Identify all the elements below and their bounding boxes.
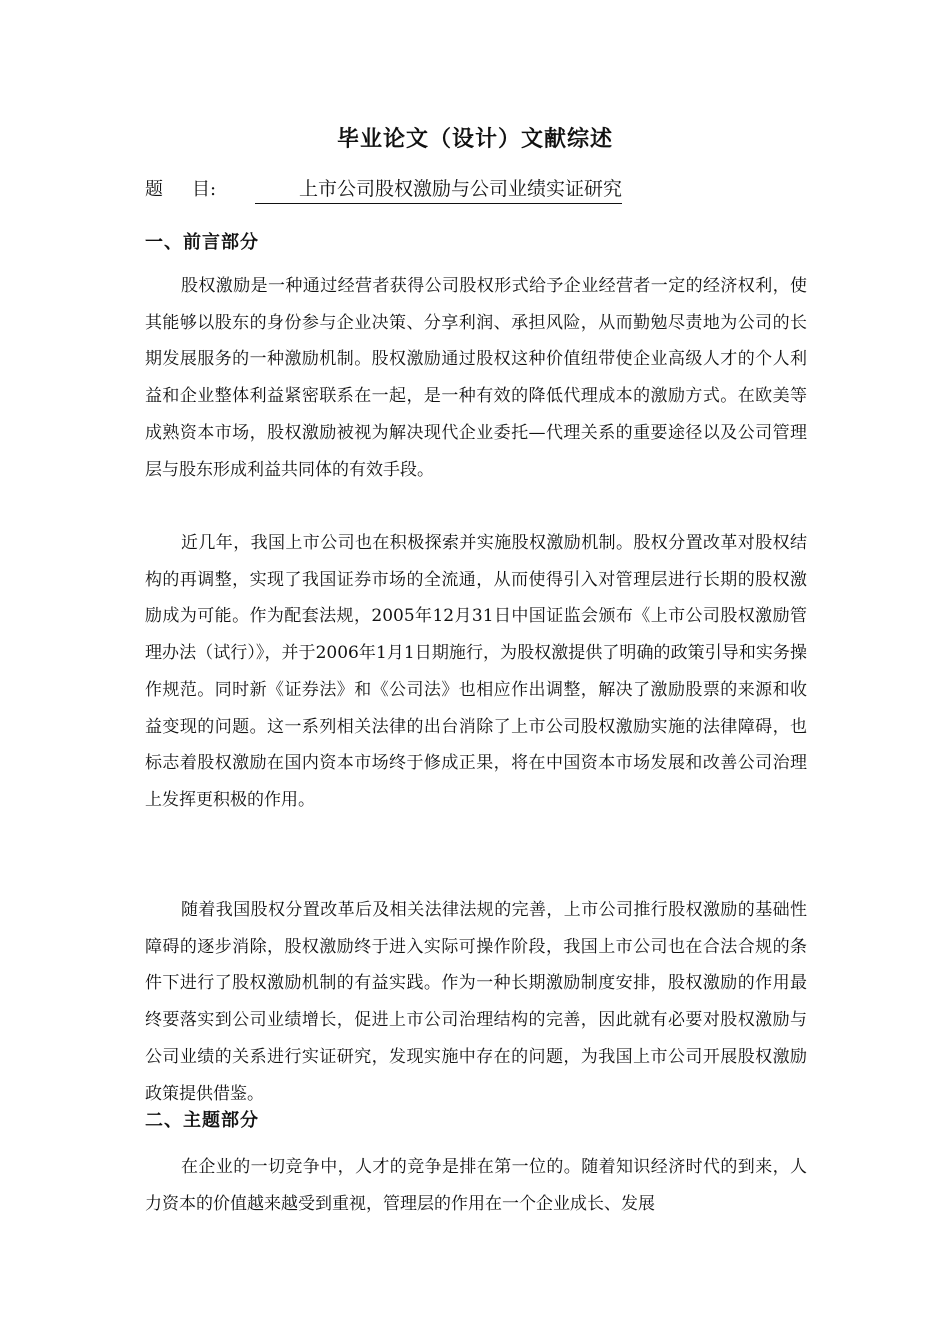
section-heading-preface: 一、前言部分	[145, 232, 259, 253]
subject-label-char2: 目:	[192, 179, 217, 200]
preface-paragraph-3: 随着我国股权分置改革后及相关法律法规的完善，上市公司推行股权激励的基础性障碍的逐步消除，股权激励终于进入实际可操作阶段，我国上市公司也在合法合规的条件下进行了股权激励机制的有益实践。作为一种长期激励制度安排，股权激励的作用最终要落实到公司业绩增长，促进上市公司治理结构的完善，因此就有必要对股权激励与公司业绩的关系进行实证研究，发现实施中存在的问题，为我国上市公司开展股权激励政策提供借鉴。	[145, 900, 807, 1104]
section-heading-main: 二、主题部分	[145, 1110, 259, 1131]
subject-label	[145, 175, 255, 201]
preface-paragraph-1: 股权激励是一种通过经营者获得公司股权形式给予企业经营者一定的经济权利，使其能够以股东的身份参与企业决策、分享利润、承担风险，从而勤勉尽责地为公司的长期发展服务的一种激励机制。股权激励通过股权这种价值纽带使企业高级人才的个人利益和企业整体利益紧密联系在一起，是一种有效的降低代理成本的激励方式。在欧美等成熟资本市场，股权激励被视为解决现代企业委托—代理关系的重要途径以及公司管理层与股东形成利益共同体的有效手段。	[145, 276, 807, 480]
main-paragraph-1: 在企业的一切竞争中，人才的竞争是排在第一位的。随着知识经济时代的到来，人力资本的价值越来越受到重视，管理层的作用在一个企业成长、发展	[145, 1157, 807, 1214]
subject-row	[145, 174, 622, 204]
document-title: 毕业论文（设计）文献综述	[336, 126, 613, 152]
subject-value: 上市公司股权激励与公司业绩实证研究	[255, 174, 622, 204]
subject-label-char1: 题	[145, 179, 163, 200]
preface-paragraph-2: 近几年，我国上市公司也在积极探索并实施股权激励机制。股权分置改革对股权结构的再调整，实现了我国证券市场的全流通，从而使得引入对管理层进行长期的股权激励成为可能。作为配套法规，2005年12月31日中国证监会颁布《上市公司股权激励管理办法（试行）》，并于2006年1月1日期施行，为股权激提供了明确的政策引导和实务操作规范。同时新《证券法》和《公司法》也相应作出调整，解决了激励股票的来源和收益变现的问题。这一系列相关法律的出台消除了上市公司股权激励实施的法律障碍，也标志着股权激励在国内资本市场终于修成正果，将在中国资本市场发展和改善公司治理上发挥更积极的作用。	[145, 533, 807, 810]
